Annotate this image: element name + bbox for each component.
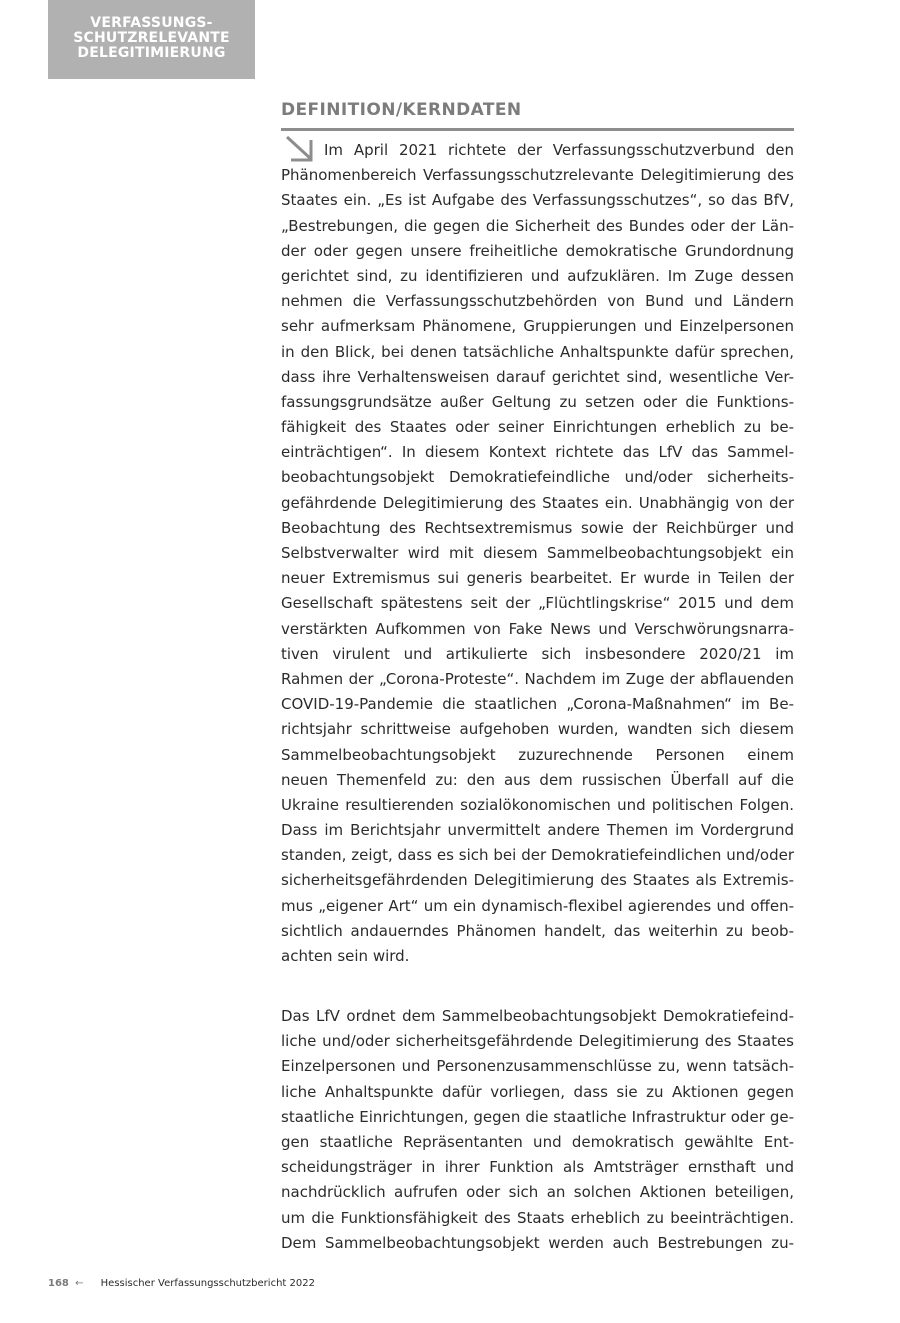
section-tab-line: VERFASSUNGS- xyxy=(90,15,213,31)
text-line: liche und/oder sicherheitsgefährdende Delegitimierung des Staates xyxy=(281,1032,794,1051)
text-line: sichtlich andauerndes Phänomen handelt, das weiterhin zu beob- xyxy=(281,921,794,940)
section-tab-line: SCHUTZRELEVANTE xyxy=(73,30,230,46)
page-footer xyxy=(48,1278,315,1289)
text-line: standen, zeigt, dass es sich bei der Demokratiefeindlichen und/oder xyxy=(281,846,794,865)
section-tab xyxy=(48,0,255,79)
text-line: Phänomenbereich Verfassungsschutzrelevante Delegitimierung des xyxy=(281,166,794,185)
text-line: Gesellschaft spätestens seit der „Flüchtlingskrise“ 2015 und dem xyxy=(281,594,794,613)
text-line: tiven virulent und artikulierte sich insbesondere 2020/21 im xyxy=(281,644,794,663)
text-line: Rahmen der „Corona-Proteste“. Nachdem im Zuge der abflauenden xyxy=(281,669,794,688)
text-line: Dass im Berichtsjahr unvermittelt andere Themen im Vordergrund xyxy=(281,821,794,840)
text-line: liche Anhaltspunkte dafür vorliegen, dass sie zu Aktionen gegen xyxy=(281,1082,794,1101)
page-number: 168 xyxy=(48,1278,69,1289)
body-paragraph-2 xyxy=(281,1004,794,1256)
text-line: gen staatliche Repräsentanten und demokratisch gewählte Ent- xyxy=(281,1132,794,1151)
text-line: „Bestrebungen, die gegen die Sicherheit des Bundes oder der Län- xyxy=(281,216,794,235)
back-arrow-icon[interactable]: ← xyxy=(75,1278,84,1289)
text-line: nehmen die Verfassungsschutzbehörden von Bund und Ländern xyxy=(281,292,794,311)
text-line: Staates ein. „Es ist Aufgabe des Verfassungsschutzes“, so das BfV, xyxy=(281,191,794,210)
text-line: der oder gegen unsere freiheitliche demokratische Grundordnung xyxy=(281,241,794,260)
text-line: fähigkeit des Staates oder seiner Einrichtungen erheblich zu be- xyxy=(281,418,794,437)
text-line: Selbstverwalter wird mit diesem Sammelbeobachtungsobjekt ein xyxy=(281,544,794,562)
text-line: dass ihre Verhaltensweisen darauf gerichtet sind, wesentliche Ver- xyxy=(281,367,794,386)
text-line: mus „eigener Art“ um ein dynamisch-flexibel agierendes und offen- xyxy=(281,896,794,915)
text-line: sicherheitsgefährdenden Delegitimierung des Staates als Extremis- xyxy=(281,871,794,890)
text-line: neuen Themenfeld zu: den aus dem russischen Überfall auf die xyxy=(281,770,794,789)
text-line: um die Funktionsfähigkeit des Staats erheblich zu beeinträchtigen. xyxy=(281,1208,794,1227)
text-line: Im April 2021 richtete der Verfassungsschutzverbund den xyxy=(324,141,794,159)
text-line: achten sein wird. xyxy=(281,947,410,965)
section-tab-line: DELEGITIMIERUNG xyxy=(77,45,226,61)
text-line: Sammelbeobachtungsobjekt zuzurechnende Personen einem xyxy=(281,745,794,764)
section-heading: DEFINITION/KERNDATEN xyxy=(281,100,522,120)
text-line: sehr aufmerksam Phänomene, Gruppierungen und Einzelpersonen xyxy=(281,317,794,336)
text-line: gerichtet sind, zu identifizieren und aufzuklären. Im Zuge dessen xyxy=(281,266,794,285)
text-line: COVID-19-Pandemie die staatlichen „Corona-Maßnahmen“ im Be- xyxy=(281,695,794,714)
text-line: richtsjahr schrittweise aufgehoben wurden, wandten sich diesem xyxy=(281,720,794,739)
text-line: gefährdende Delegitimierung des Staates ein. Unabhängig von der xyxy=(281,493,794,512)
text-line: nachdrücklich aufrufen oder sich an solchen Aktionen beteiligen, xyxy=(281,1183,794,1202)
text-line: Einzelpersonen und Personenzusammenschlüsse zu, wenn tatsäch- xyxy=(281,1057,794,1076)
text-line: Das LfV ordnet dem Sammelbeobachtungsobjekt Demokratiefeind- xyxy=(281,1007,794,1025)
body-paragraph-1 xyxy=(281,138,794,969)
text-line: neuer Extremismus sui generis bearbeitet. Er wurde in Teilen der xyxy=(281,569,794,588)
text-line: einträchtigen“. In diesem Kontext richtete das LfV das Sammel- xyxy=(281,443,794,462)
text-line: fassungsgrundsätze außer Geltung zu setzen oder die Funktions- xyxy=(281,392,794,411)
text-line: beobachtungsobjekt Demokratiefeindliche und/oder sicherheits- xyxy=(281,468,794,487)
report-title: Hessischer Verfassungsschutzbericht 2022 xyxy=(100,1278,315,1289)
text-line: Beobachtung des Rechtsextremismus sowie der Reichbürger und xyxy=(281,518,794,537)
heading-rule xyxy=(281,128,794,131)
text-line: staatliche Einrichtungen, gegen die staatliche Infrastruktur oder ge- xyxy=(281,1107,794,1126)
text-line: verstärkten Aufkommen von Fake News und Verschwörungsnarra- xyxy=(281,619,794,638)
text-line: in den Blick, bei denen tatsächliche Anhaltspunkte dafür sprechen, xyxy=(281,342,794,361)
text-line: Dem Sammelbeobachtungsobjekt werden auch Bestrebungen zu- xyxy=(281,1233,794,1252)
text-line: Ukraine resultierenden sozialökonomischen und politischen Folgen. xyxy=(281,795,794,814)
text-line: scheidungsträger in ihrer Funktion als Amtsträger ernsthaft und xyxy=(281,1158,794,1177)
